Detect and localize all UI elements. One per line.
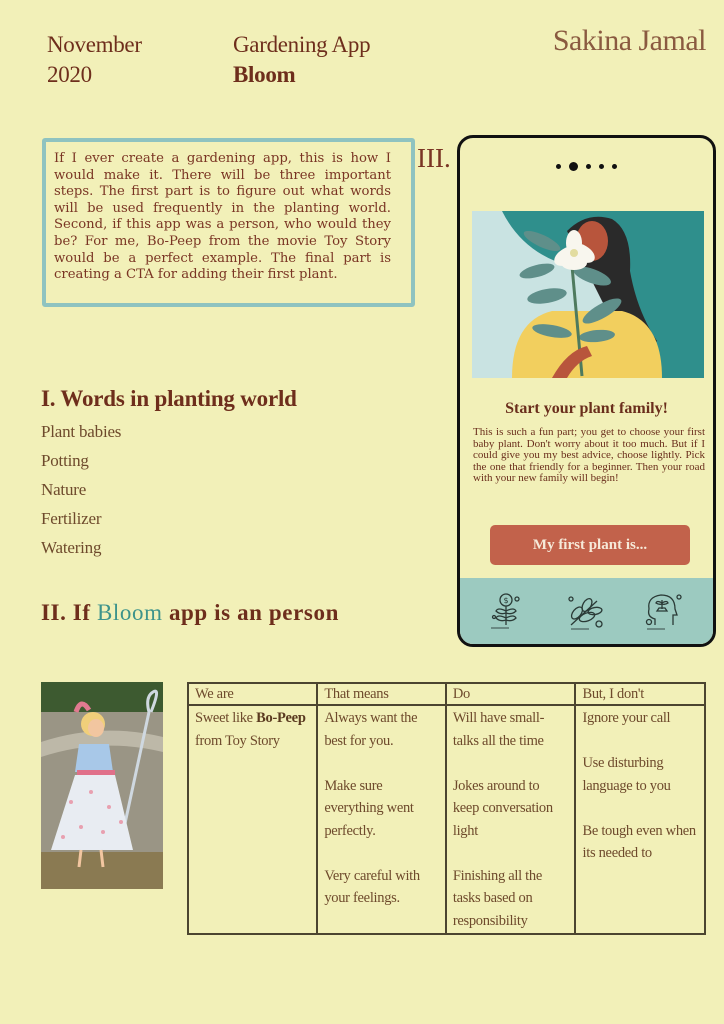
word-item: Plant babies (41, 422, 122, 441)
section-3-label: III. (417, 143, 451, 173)
app-name: Bloom (233, 62, 296, 87)
onboarding-title: Start your plant family! (505, 400, 668, 417)
cell-text: Use disturbing language to you (582, 755, 671, 794)
cell-text: from Toy Story (195, 732, 280, 749)
header-but-i-dont: But, I don't (575, 683, 705, 705)
heading-suffix: app is an person (162, 600, 339, 625)
nav-leaf[interactable] (561, 588, 611, 634)
section-2-heading (41, 600, 339, 626)
first-plant-cta-button[interactable]: My first plant is... (490, 525, 690, 565)
persona-table (187, 682, 706, 935)
cell-that-means (317, 705, 446, 934)
intro-text: If I ever create a gardening app, this is how I would make it. There will be three important steps. The first part is to figure out what words will be used frequently in the planting world. Second, if this app was a person, who would they be? For me, Bo-Peep from the movie Toy Story would be a perfect example. The final part is creating a CTA for adding their first plant. (54, 151, 391, 283)
author-name: Sakina Jamal (552, 24, 706, 57)
date-year: 2020 (47, 62, 92, 87)
header-do: Do (446, 683, 576, 705)
header-that-means: That means (317, 683, 446, 705)
svg-text:$: $ (503, 596, 509, 605)
cell-we-are (188, 705, 317, 934)
cell-text: Make sure everything went perfectly. (324, 777, 414, 839)
section-1-heading: I. Words in planting world (41, 386, 297, 411)
table-header-row (188, 683, 705, 705)
cell-text: Jokes around to keep conversation light (452, 777, 553, 839)
page-indicator (460, 162, 713, 171)
project-title: Gardening App (233, 32, 371, 57)
cell-text: Be tough even when its needed to (582, 822, 696, 861)
heading-accent-bloom: Bloom (96, 600, 163, 625)
date-month: November (47, 32, 142, 57)
bo-peep-illustration (41, 682, 163, 889)
phone-mockup (457, 135, 716, 647)
word-item: Potting (41, 451, 89, 470)
bottom-nav (460, 578, 713, 644)
page-dot[interactable] (612, 164, 617, 169)
mind-growth-icon (641, 591, 687, 631)
cell-do (446, 705, 576, 934)
nav-money-plant[interactable] (484, 588, 534, 634)
cell-text: Ignore your call (582, 710, 671, 726)
word-item: Nature (41, 480, 87, 499)
woman-with-flower-image (472, 211, 704, 378)
hero-illustration (472, 211, 704, 378)
cell-but-i-dont (575, 705, 705, 934)
cell-text: Finishing all the tasks based on responsibility (452, 867, 542, 929)
table-row (188, 705, 705, 934)
word-item: Fertilizer (41, 509, 102, 528)
cell-text: Always want the best for you. (324, 710, 418, 749)
cell-text: Sweet like (195, 710, 257, 726)
cell-text: Will have small-talks all the time (452, 710, 545, 749)
bo-peep-image (41, 682, 163, 889)
header-date (47, 30, 142, 90)
onboarding-description: This is such a fun part; you get to choose your first baby plant. Don't worry about it too much. But if I could give you my best advice, choose lightly. Pick the one that friendly for a beginner. Then your road with your new family will begin! (473, 426, 705, 484)
leaf-branch-icon (563, 591, 609, 631)
heading-prefix: II. If (41, 600, 97, 625)
cell-bold-text: Bo-Peep (256, 710, 306, 726)
money-plant-icon (486, 591, 532, 631)
word-item: Watering (41, 538, 102, 557)
header-project-title (233, 30, 370, 90)
page-dot[interactable] (586, 164, 591, 169)
page-dot-active[interactable] (569, 162, 578, 171)
planting-words-list (41, 420, 121, 565)
nav-mind-growth[interactable] (639, 588, 689, 634)
intro-box (42, 138, 415, 307)
header-we-are: We are (188, 683, 317, 705)
page-dot[interactable] (599, 164, 604, 169)
page-dot[interactable] (556, 164, 561, 169)
cell-text: Very careful with your feelings. (324, 867, 420, 906)
